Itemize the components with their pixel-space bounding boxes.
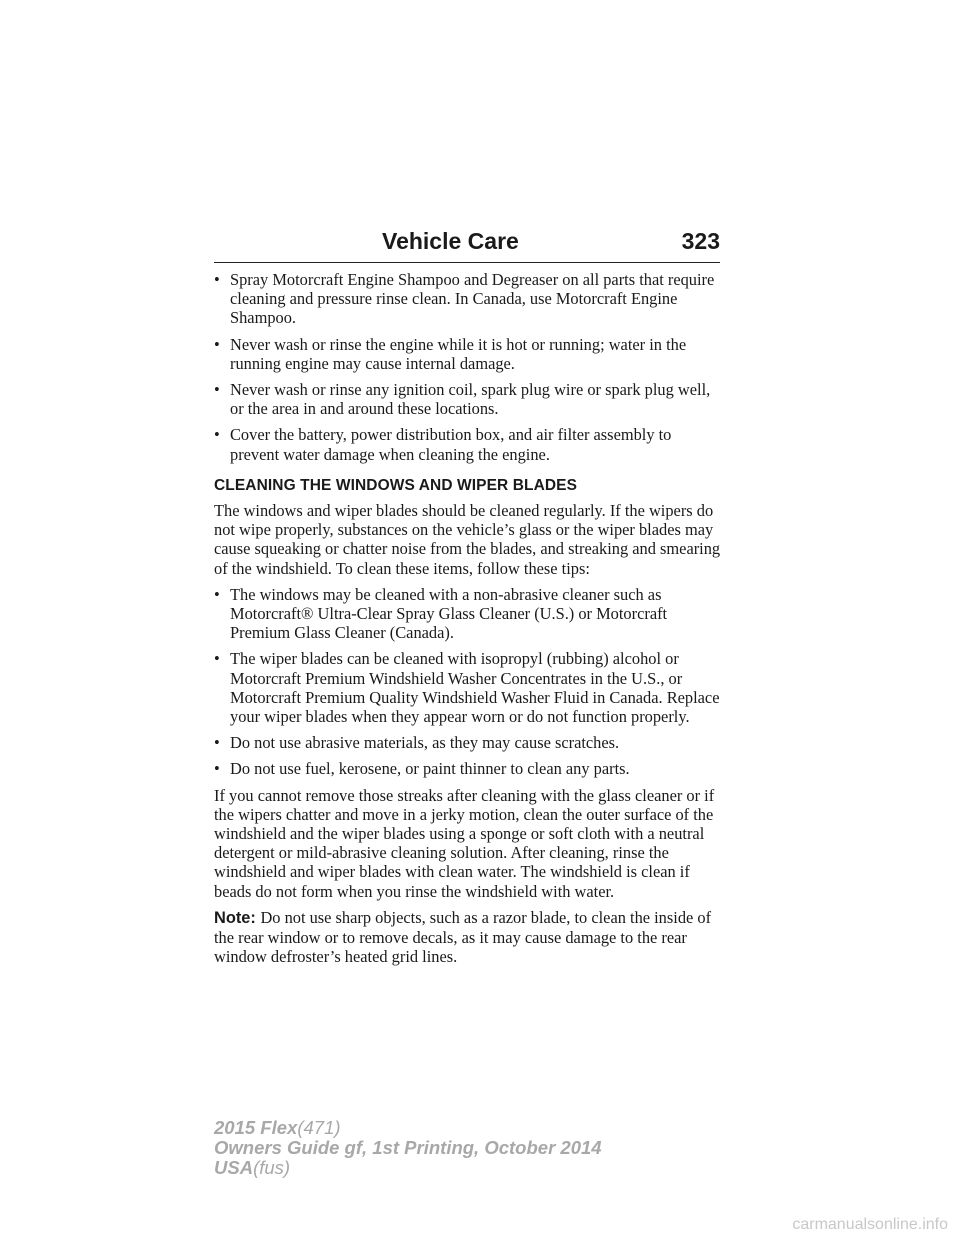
bullet-icon: • [214, 649, 220, 669]
footer-line-market [214, 1158, 602, 1178]
page-footer [214, 1118, 602, 1178]
bullet-icon: • [214, 270, 220, 289]
bullet-icon: • [214, 334, 220, 354]
footer-model-code: (471) [297, 1117, 341, 1138]
list-item [214, 425, 724, 463]
footer-model: 2015 Flex [214, 1117, 298, 1138]
note-text: Do not use sharp objects, such as a razor blade, to clean the inside of the rear window or to remove decals, as it may cause damage to the rear window defroster’s heated grid lines. [214, 907, 712, 967]
list-item-text: The windows may be cleaned with a non-abrasive cleaner such as Motorcraft® Ultra-Clear Spray Glass Cleaner (U.S.) or Motorcraft Premium Glass Cleaner (Canada). [230, 584, 668, 643]
list-item-text: Never wash or rinse any ignition coil, spark plug wire or spark plug well, or the area in and around these locations. [230, 380, 711, 419]
list-item [214, 649, 724, 726]
streaks-paragraph: If you cannot remove those streaks after cleaning with the glass cleaner or if the wipers chatter and move in a jerky motion, clean the outer surface of the windshield and the wiper blades using a sponge or soft cloth with a neutral detergent or mild-abrasive cleaning solution. After cleaning, rinse the windshield and wiper blades with clean water. The windshield is clean if beads do not form when you rinse the windshield with water. [214, 785, 715, 901]
footer-market-code: (fus) [253, 1157, 291, 1178]
list-item [214, 380, 724, 418]
footer-line-guide [214, 1138, 602, 1158]
page-number: 323 [681, 228, 720, 254]
list-item-text: Spray Motorcraft Engine Shampoo and Degreaser on all parts that require cleaning and pressure rinse clean. In Canada, use Motorcraft Engine Shampoo. [230, 270, 715, 328]
bullet-icon: • [214, 584, 220, 604]
section-subheading: CLEANING THE WINDOWS AND WIPER BLADES [214, 476, 578, 494]
list-item-text: Do not use fuel, kerosene, or paint thinner to clean any parts. [230, 759, 630, 779]
list-item-text: Do not use abrasive materials, as they may cause scratches. [230, 733, 620, 753]
list-item [214, 759, 724, 778]
note-label: Note: [214, 908, 261, 927]
footer-line-model [214, 1118, 602, 1138]
bullet-icon: • [214, 380, 220, 400]
bullet-icon: • [214, 733, 220, 753]
bullet-icon: • [214, 759, 220, 779]
list-item [214, 335, 724, 373]
footer-market: USA [214, 1157, 254, 1178]
list-item [214, 585, 724, 643]
list-item-text: Never wash or rinse the engine while it is hot or running; water in the running engine may cause internal damage. [230, 334, 687, 373]
note-paragraph [214, 908, 724, 967]
intro-paragraph: The windows and wiper blades should be cleaned regularly. If the wipers do not wipe properly, substances on the vehicle’s glass or the wiper blades may cause squeaking or chatter noise from the blades, and streaking and smearing of the windshield. To clean these items, follow these tips: [214, 501, 721, 578]
list-item-text: The wiper blades can be cleaned with isopropyl (rubbing) alcohol or Motorcraft Premium Windshield Washer Concentrates in the U.S., or Motorcraft Premium Quality Windshield Washer Fluid in Canada. Replace your wiper blades when they appear worn or do not function properly. [230, 649, 720, 727]
page-content [214, 270, 724, 974]
bullet-icon: • [214, 425, 220, 445]
section-title: Vehicle Care [382, 228, 519, 254]
page-header [214, 228, 720, 263]
list-item [214, 733, 724, 752]
footer-guide: Owners Guide gf, 1st Printing, October 2014 [214, 1137, 602, 1158]
list-item [214, 270, 724, 328]
watermark: carmanualsonline.info [792, 1216, 948, 1233]
list-item-text: Cover the battery, power distribution box, and air filter assembly to prevent water damage when cleaning the engine. [230, 425, 672, 464]
